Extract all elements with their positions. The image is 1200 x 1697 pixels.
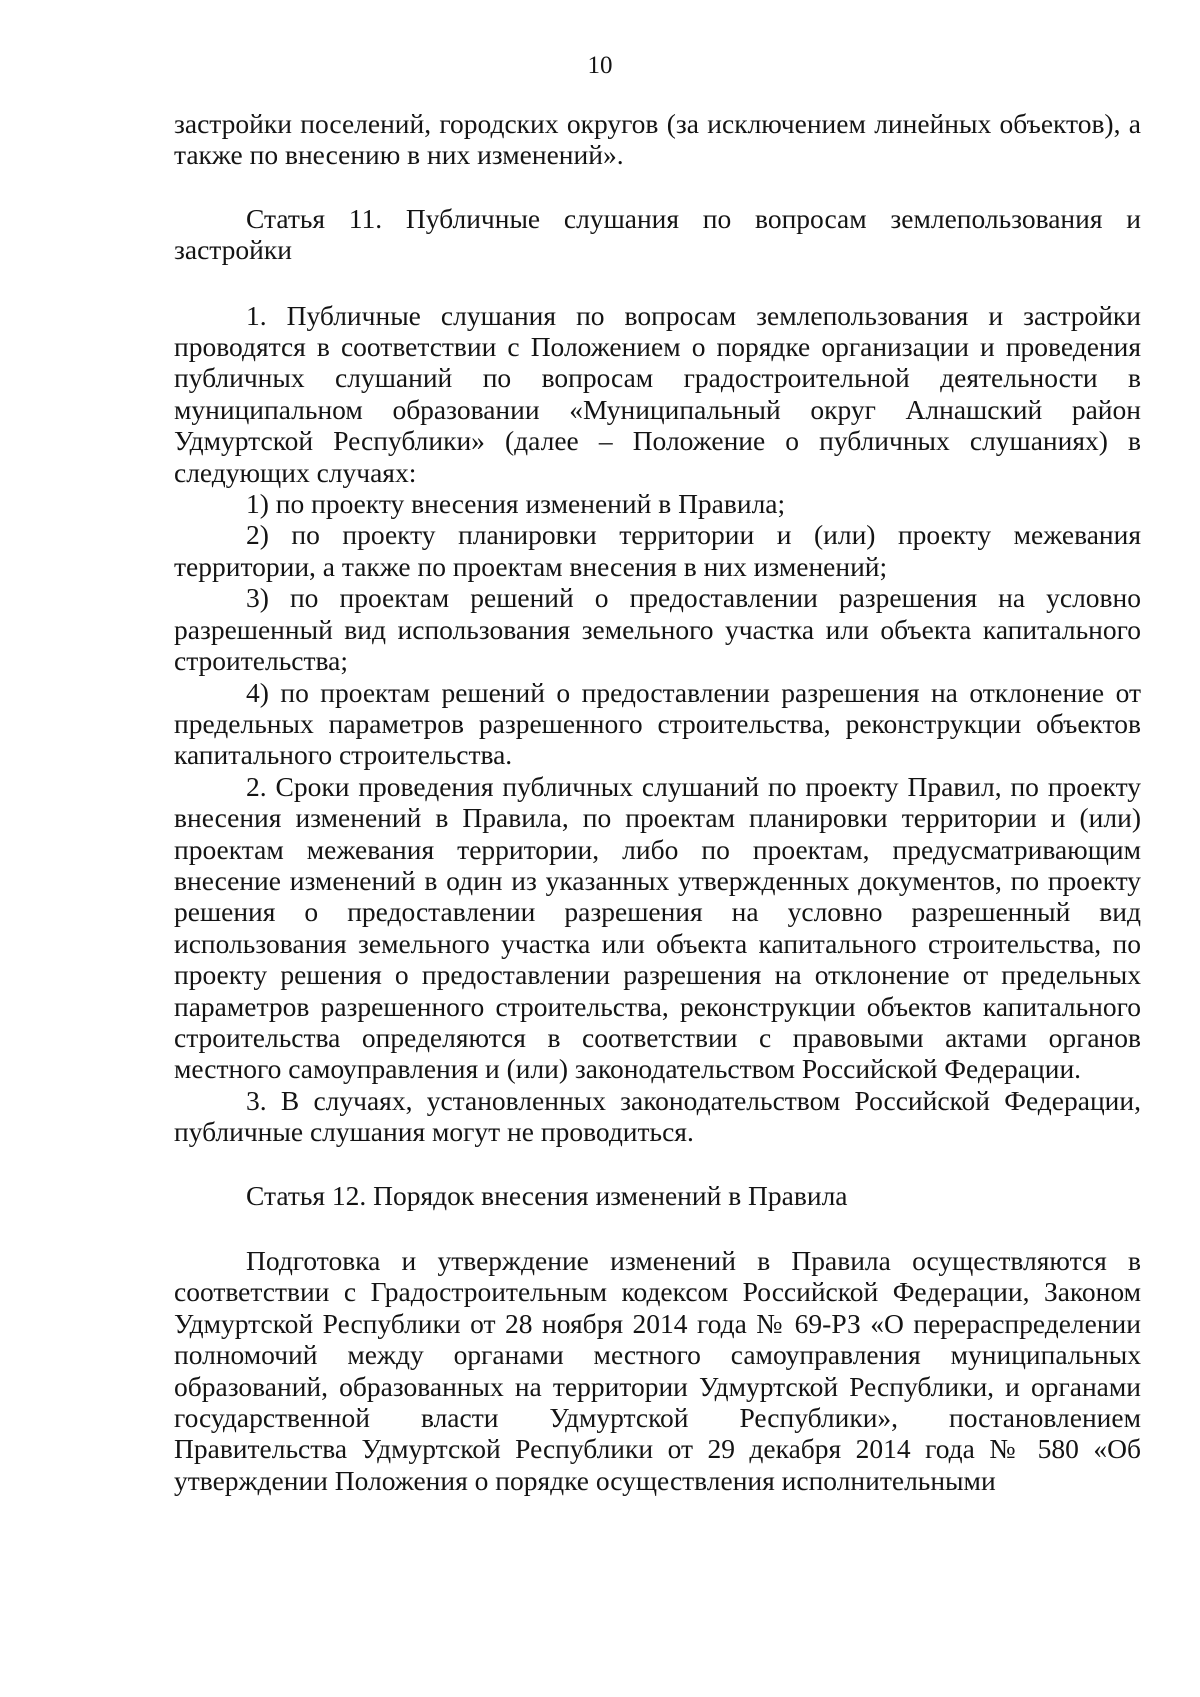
paragraph-11-3: 3. В случаях, установленных законодательством Российской Федерации, публичные слушания могут не проводиться. <box>174 1084 1141 1148</box>
paragraph-12-1: Подготовка и утверждение изменений в Правила осуществляются в соответствии с Градостроительным кодексом Российской Федерации, Законом Удмуртской Республики от 28 ноября 2014 года № 69-РЗ «О перераспределении полномочий между органами местного самоуправления муниципальных образований, образованных на территории Удмуртской Республики, и органами государственной власти Удмуртской Республики», постановлением Правительства Удмуртской Республики от 29 декабря 2014 года № 580 «Об утверждении Положения о порядке осуществления исполнительными <box>174 1245 1141 1496</box>
page-number: 10 <box>587 52 613 79</box>
article-12-heading: Статья 12. Порядок внесения изменений в Правила <box>246 1179 848 1211</box>
list-item-3: 3) по проектам решений о предоставлении разрешения на условно разрешенный вид использования земельного участка или объекта капитального строительства; <box>174 582 1141 677</box>
list-item-1: 1) по проекту внесения изменений в Правила; <box>246 488 786 520</box>
article-11-heading: Статья 11. Публичные слушания по вопросам землепользования и застройки <box>174 202 1141 266</box>
list-item-2: 2) по проекту планировки территории и (или) проекту межевания территории, а также по проектам внесения в них изменений; <box>174 519 1141 582</box>
paragraph-11-2: 2. Сроки проведения публичных слушаний по проекту Правил, по проекту внесения изменений в Правила, по проектам планировки территории и (или) проектам межевания территории, либо по проектам, предусматривающим внесение изменений в один из указанных утвержденных документов, по проекту решения о предоставлении разрешения на условно разрешенный вид использования земельного участка или объекта капитального строительства, по проекту решения о предоставлении разрешения на отклонение от предельных параметров разрешенного строительства, реконструкции объектов капитального строительства определяются в соответствии с правовыми актами органов местного самоуправления и (или) законодательством Российской Федерации. <box>174 770 1141 1085</box>
document-body <box>174 108 1141 1496</box>
paragraph-continuation: застройки поселений, городских округов (за исключением линейных объектов), а также по внесению в них изменений». <box>174 108 1141 171</box>
paragraph-11-1: 1. Публичные слушания по вопросам землепользования и застройки проводятся в соответствии с Положением о порядке организации и проведения публичных слушаний по вопросам градостроительной деятельности в муниципальном образовании «Муниципальный округ Алнашский район Удмуртской Республики» (далее – Положение о публичных слушаниях) в следующих случаях: <box>174 299 1141 488</box>
list-item-4: 4) по проектам решений о предоставлении разрешения на отклонение от предельных параметров разрешенного строительства, реконструкции объектов капитального строительства. <box>174 676 1141 771</box>
